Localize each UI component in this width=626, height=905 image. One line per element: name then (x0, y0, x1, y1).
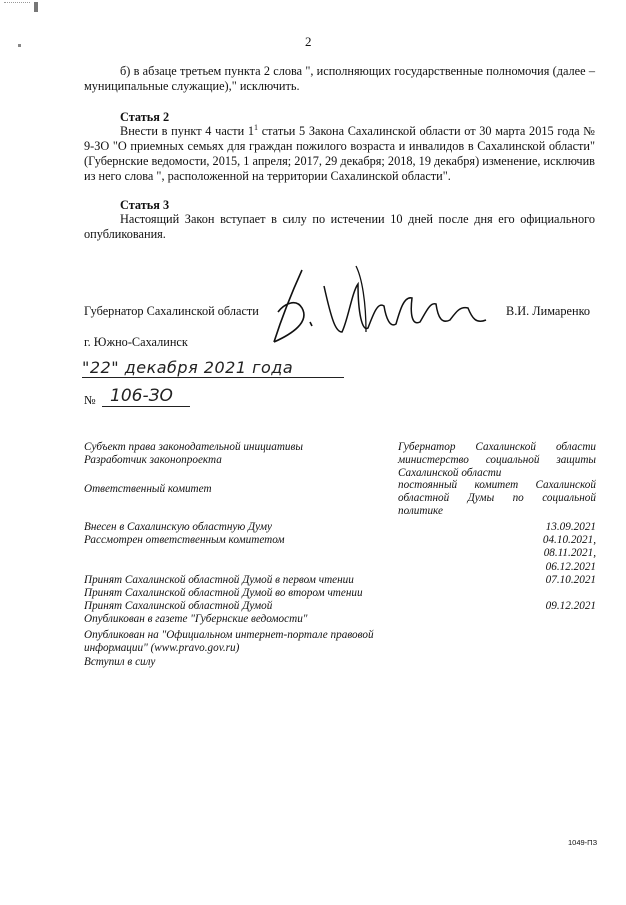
date-underline (82, 377, 344, 378)
info-row: 06.12.2021 (545, 560, 596, 573)
info-published-portal: Опубликован на "Официальном интернет-портале правовой информации" (www.pravo.gov.ru) (84, 629, 374, 655)
info-row: 08.11.2021, (543, 547, 596, 560)
number-prefix: № (84, 393, 96, 407)
footer-code: 1049-ПЗ (568, 838, 598, 847)
article-3-text: Настоящий Закон вступает в силу по истечении 10 дней после дня его официального опубликования. (84, 212, 595, 241)
scan-mark (4, 2, 30, 13)
info-label-initiative: Субъект права законодательной инициативы (84, 441, 303, 453)
article-2-title: Статья 2 (120, 110, 170, 124)
info-row: Рассмотрен ответственным комитетом 04.10.2021, (84, 534, 596, 547)
paragraph-b: б) в абзаце третьем пункта 2 слова ", исполняющих государственные полномочия (далее – муниципальные служащие)," исключить. (84, 64, 595, 93)
article-3-title: Статья 3 (120, 198, 170, 212)
scan-mark (34, 2, 38, 12)
info-in-force: Вступил в силу (84, 656, 156, 668)
article-2-text: Внести в пункт 4 части $1^1$ статьи 5 Закона Сахалинской области от 30 марта 2015 года № 9-ЗО "О приемных семьях для граждан пожилого возраста и инвалидов в Сахалинской области" (Губернские ведомости, 2015, 1 апреля; 2017, 29 декабря; 2018, 19 декабря) изменение, исключив из него слова ", расположенной на территории Сахалинской области". (84, 122, 595, 183)
info-label-developer: Разработчик законопроекта (84, 454, 222, 466)
governor-name: В.И. Лимаренко (506, 304, 591, 318)
number-underline (102, 406, 190, 407)
handwritten-date: "22" декабря 2021 года (82, 358, 294, 377)
info-rows (84, 521, 596, 627)
page-number: 2 (305, 34, 312, 49)
info-label-committee: Ответственный комитет (84, 483, 212, 495)
info-row: Внесен в Сахалинскую областную Думу 13.09.2021 (84, 521, 596, 533)
info-value-committee: постоянный комитет Сахалинской областной Думы по социальной политике (398, 479, 596, 518)
handwritten-signature (262, 262, 510, 350)
info-row: Принят Сахалинской областной Думой во втором чтении (84, 586, 363, 599)
scan-mark (18, 44, 21, 47)
handwritten-number: 106-ЗО (110, 386, 173, 406)
info-right-top: Губернатор Сахалинской области министерство социальной защиты Сахалинской области (398, 441, 596, 480)
governor-position: Губернатор Сахалинской области (84, 304, 259, 318)
city: г. Южно-Сахалинск (84, 335, 188, 349)
info-row: Принят Сахалинской областной Думой в первом чтении 07.10.2021 (84, 573, 596, 586)
info-row: Принят Сахалинской областной Думой 09.12.2021 (84, 600, 596, 613)
info-row: Опубликован в газете "Губернские ведомости" (84, 613, 308, 626)
